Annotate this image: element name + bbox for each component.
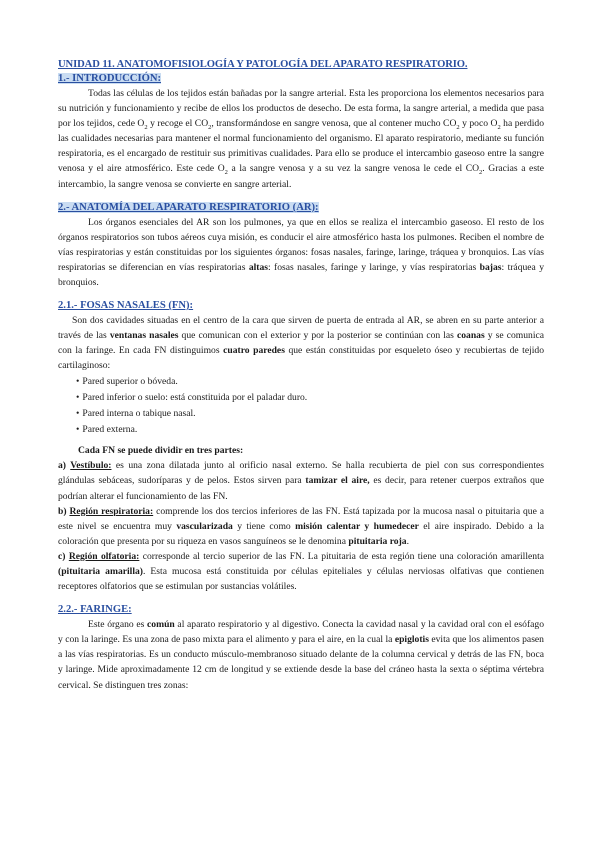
anatomia-altas: altas [248,261,268,273]
anatomia-bajas: bajas [479,261,502,273]
intro-text-4: ha perdido las cualidades necesarias para mantener el normal funcionamiento del organismo. El aparato respiratorio, mediante su función respiratoria, es el encargado de restituir sus primitivas cualidades. Para ello se produce el intercambio gaseoso entre la sangre venosa y el aire atmosférico. Este cede O [58,118,544,175]
part-b-bold-2: misión calentar y humedecer [295,520,419,532]
fosas-paredes: cuatro paredes [223,345,285,357]
section-faringe-title [58,603,544,617]
part-b-bold-3: pituitaria roja [348,535,407,547]
part-b-paragraph [58,504,544,549]
part-a-text-1: es una zona dilatada junto al orificio nasal externo. Se halla recubierta de piel con sus correspondientes glándulas sebáceas, sudoríparas y de pelos. Estos sirven para [58,460,544,487]
intro-sub-1: 2 [208,124,212,132]
faringe-epiglotis: epiglotis [394,634,429,646]
list-item: • Pared interna o tabique nasal. [76,406,544,422]
parts-heading: Cada FN se puede dividir en tres partes: [78,445,244,457]
intro-text-0: Todas las células de los tejidos están bañadas por la sangre arterial. Esta les proporciona los elementos necesarios para su nutrición y funcionamiento y recibe de ellos los productos de desecho. De esta forma, la sangre arterial, a medida que pasa por los tejidos, cede O [58,88,544,130]
section-introduccion-title [58,72,544,86]
section-fosas-nasales-label: 2.1.- FOSAS NASALES (FN): [58,300,194,312]
fosas-text-a: Son dos cavidades situadas en el centro de la cara que sirven de puerta de entrada al AR, se abren en su parte anterior a través de las [58,315,544,342]
walls-list [58,374,544,439]
intro-sub-3: 2 [497,124,501,132]
anatomia-text-a: Los órganos esenciales del AR son los pulmones, ya que en ellos se realiza el intercambio gaseoso. El resto de los órganos respiratorios son tubos aéreos cuya misión, es conducir el aire atmosférico hasta los pulmones. Reciben el nombre de vías respiratorias y están constituidas por los siguientes órganos: fosas nasales, faringe, laringe, tráquea y bronquios. Las vías respiratorias se diferencian en vías respiratorias [58,216,544,273]
intro-sub-2: 2 [456,124,460,132]
intro-sub-4: 2 [224,169,228,177]
faringe-comun: común [147,619,175,631]
part-c-paragraph [58,549,544,594]
part-b-text-3: el aire inspirado. Debido a la coloración que presenta por su riqueza en vasos sanguíneos se le denomina [58,520,544,547]
section-anatomia-label: 2.- ANATOMÍA DEL APARATO RESPIRATORIO (AR): [58,201,319,213]
intro-text-6: . Gracias a este intercambio, la sangre venosa se convierte en sangre arterial. [58,163,544,190]
intro-sub-0: 2 [144,124,148,132]
faringe-text-c: evita que los alimentos pasen a las vías respiratorias. Es un conducto músculo-membranoso situado delante de la columna cervical y detrás de las FN, boca y laringe. Mide aproximadamente 12 cm de longitud y se extiende desde la base del cráneo hasta la sexta o séptima vértebra cervical. Se distinguen tres zonas: [58,634,544,691]
part-a-paragraph [58,458,544,503]
intro-text-3: y poco O [459,118,498,130]
part-b-label: b) [58,505,70,517]
intro-text-1: y recoge el CO [147,118,209,130]
list-item: • Pared inferior o suelo: está constituida por el paladar duro. [76,390,544,406]
anatomia-paragraph [58,215,544,290]
intro-text-2: , transformándose en sangre venosa, que al contener mucho CO [211,118,457,130]
part-c-text-1: corresponde al tercio superior de las FN. La pituitaria de esta región tiene una coloración amarillenta [139,550,544,562]
section-fosas-nasales-title [58,299,544,313]
faringe-paragraph [58,617,544,692]
part-b-bold-1: vascularizada [176,520,233,532]
part-b-text-2: y tiene como [232,520,296,532]
faringe-text-a: Este órgano es [88,619,148,631]
part-a-text-2: es decir, para retener cuerpos extraños que podrían alterar el funcionamiento de las FN. [58,475,545,502]
part-b-term: Región respiratoria: [69,505,154,517]
section-introduccion-label: 1.- INTRODUCCIÓN: [58,73,161,84]
list-item: • Pared externa. [76,422,544,438]
fosas-coanas: coanas [456,330,485,342]
anatomia-text-c: : tráquea y bronquios. [58,261,544,289]
part-a-term: Vestíbulo: [70,460,112,472]
part-b-text-4: . [406,535,409,547]
part-c-term: Región olfatoria: [68,550,140,562]
fosas-text-b: que comunican con el exterior y por la posterior se continúan con las [178,330,457,342]
part-a-label: a) [58,460,71,472]
unit-title: UNIDAD 11. ANATOMOFISIOLOGÍA Y PATOLOGÍA DEL APARATO RESPIRATORIO. [58,59,468,70]
part-c-bold-1: (pituitaria amarilla) [58,565,143,577]
part-c-label: c) [58,550,69,562]
part-c-text-2: . Esta mucosa está constituida por células epiteliales y células nerviosas olfativas que contienen receptores olfatorios que se estimulan por sustancias volátiles. [58,565,544,593]
part-b-text-1: comprende los dos tercios inferiores de las FN. Está tapizada por la mucosa nasal o pituitaria que a este nivel se encuentra muy [58,505,544,532]
part-a-bold-1: tamizar el aire, [305,475,370,487]
intro-paragraph [58,86,544,192]
fosas-text-c: y se comunica con la faringe. En cada FN distinguimos [58,330,544,357]
section-anatomia-title [58,201,544,215]
fosas-text-d: que están constituidas por esqueleto óseo y recubiertas de tejido cartilaginoso: [58,345,545,372]
anatomia-text-b: : fosas nasales, faringe y laringe, y vías respiratorias [268,261,480,273]
section-faringe-label: 2.2.- FARINGE: [58,604,132,616]
list-item: • Pared superior o bóveda. [76,374,544,390]
fosas-ventanas: ventanas nasales [109,330,179,342]
faringe-text-b: al aparato respiratorio y al digestivo. Conecta la cavidad nasal y la cavidad oral con el esófago y con la laringe. Es una zona de paso mixta para el alimento y para el aire, en la cual la [58,619,545,646]
intro-text-5: a la sangre venosa y a su vez la sangre venosa le cede el CO [227,163,480,175]
fosas-paragraph [58,313,544,373]
intro-sub-5: 2 [479,169,483,177]
